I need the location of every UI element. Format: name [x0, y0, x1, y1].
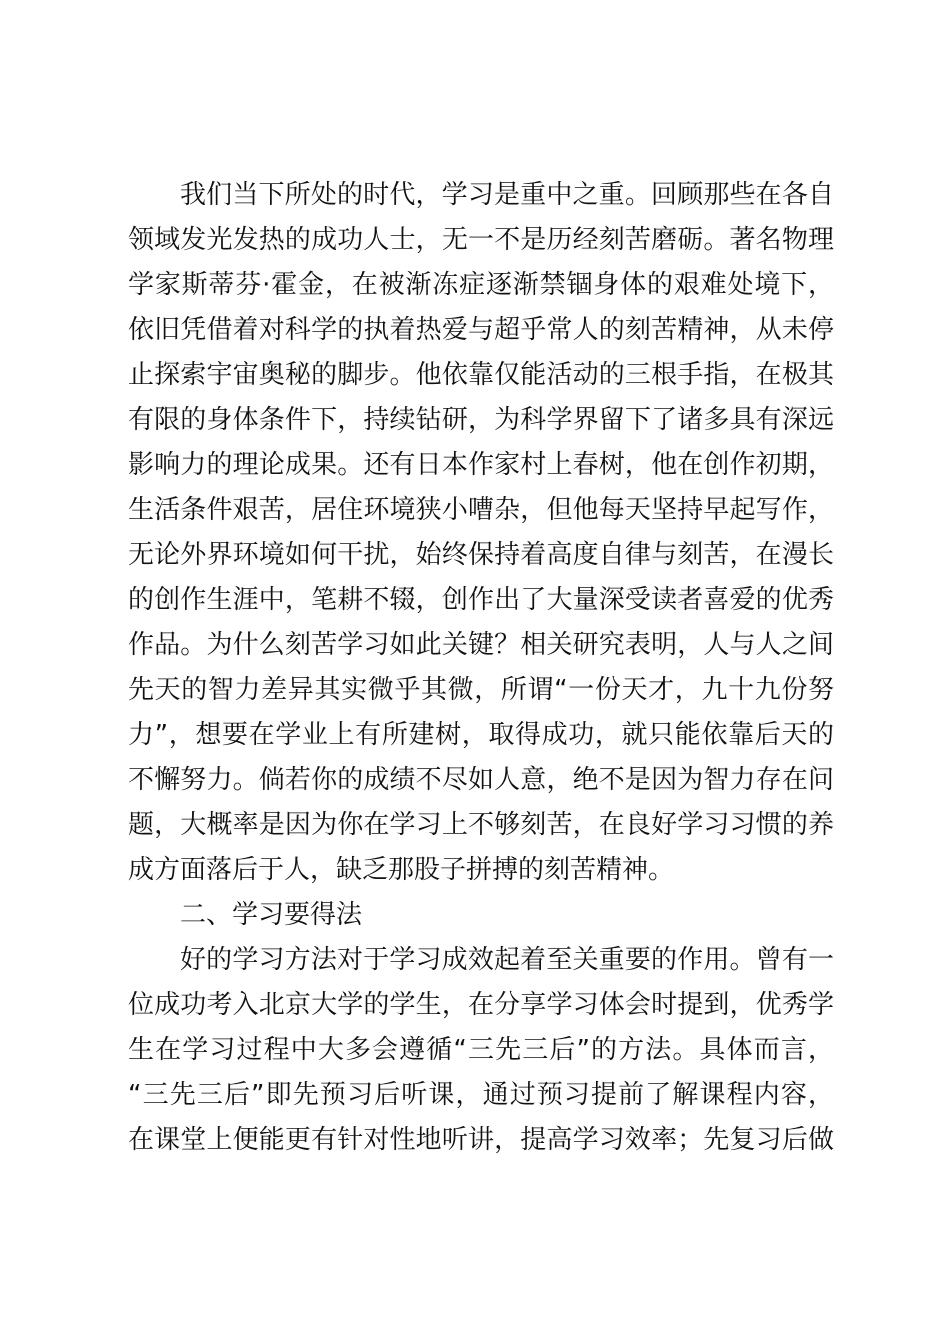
paragraph-line: 生在学习过程中大多会遵循“三先三后”的方法。具体而言，	[128, 1035, 834, 1065]
paragraph-line: 影响力的理论成果。还有日本作家村上春树，他在创作初期，	[128, 450, 834, 480]
paragraph-line: 先天的智力差异其实微乎其微，所谓“一份天才，九十九份努	[128, 675, 834, 705]
paragraph-line: 止探索宇宙奥秘的脚步。他依靠仅能活动的三根手指，在极其	[128, 360, 834, 390]
paragraph-hard-work	[128, 173, 834, 893]
paragraph-line: 有限的身体条件下，持续钻研，为科学界留下了诸多具有深远	[128, 405, 834, 435]
paragraph-line: 在课堂上便能更有针对性地听讲，提高学习效率；先复习后做	[128, 1125, 834, 1155]
paragraph-line: 生活条件艰苦，居住环境狭小嘈杂，但他每天坚持早起写作，	[128, 495, 834, 525]
paragraph-line: 好的学习方法对于学习成效起着至关重要的作用。曾有一	[180, 945, 834, 975]
paragraph-line: 领域发光发热的成功人士，无一不是历经刻苦磨砺。著名物理	[128, 225, 834, 255]
paragraph-line: 力”，想要在学业上有所建树，取得成功，就只能依靠后天的	[128, 720, 834, 750]
section-heading: 二、学习要得法	[180, 900, 363, 930]
paragraph-line: 的创作生涯中，笔耕不辍，创作出了大量深受读者喜爱的优秀	[128, 585, 834, 615]
paragraph-line: 依旧凭借着对科学的执着热爱与超乎常人的刻苦精神，从未停	[128, 315, 834, 345]
paragraph-line: 成方面落后于人，缺乏那股子拼搏的刻苦精神。	[128, 855, 675, 885]
paragraph-line: 无论外界环境如何干扰，始终保持着高度自律与刻苦，在漫长	[128, 540, 834, 570]
paragraph-line: 我们当下所处的时代，学习是重中之重。回顾那些在各自	[180, 180, 834, 210]
paragraph-line: 不懈努力。倘若你的成绩不尽如人意，绝不是因为智力存在问	[128, 765, 834, 795]
paragraph-line: 位成功考入北京大学的学生，在分享学习体会时提到，优秀学	[128, 990, 834, 1020]
paragraph-line: 作品。为什么刻苦学习如此关键？相关研究表明，人与人之间	[128, 630, 834, 660]
paragraph-line: “三先三后”即先预习后听课，通过预习提前了解课程内容，	[128, 1080, 834, 1110]
paragraph-line: 学家斯蒂芬·霍金，在被渐冻症逐渐禁锢身体的艰难处境下，	[128, 270, 834, 300]
paragraph-study-method	[128, 938, 834, 1163]
paragraph-line: 题，大概率是因为你在学习上不够刻苦，在良好学习习惯的养	[128, 810, 834, 840]
document-body	[128, 173, 834, 1163]
